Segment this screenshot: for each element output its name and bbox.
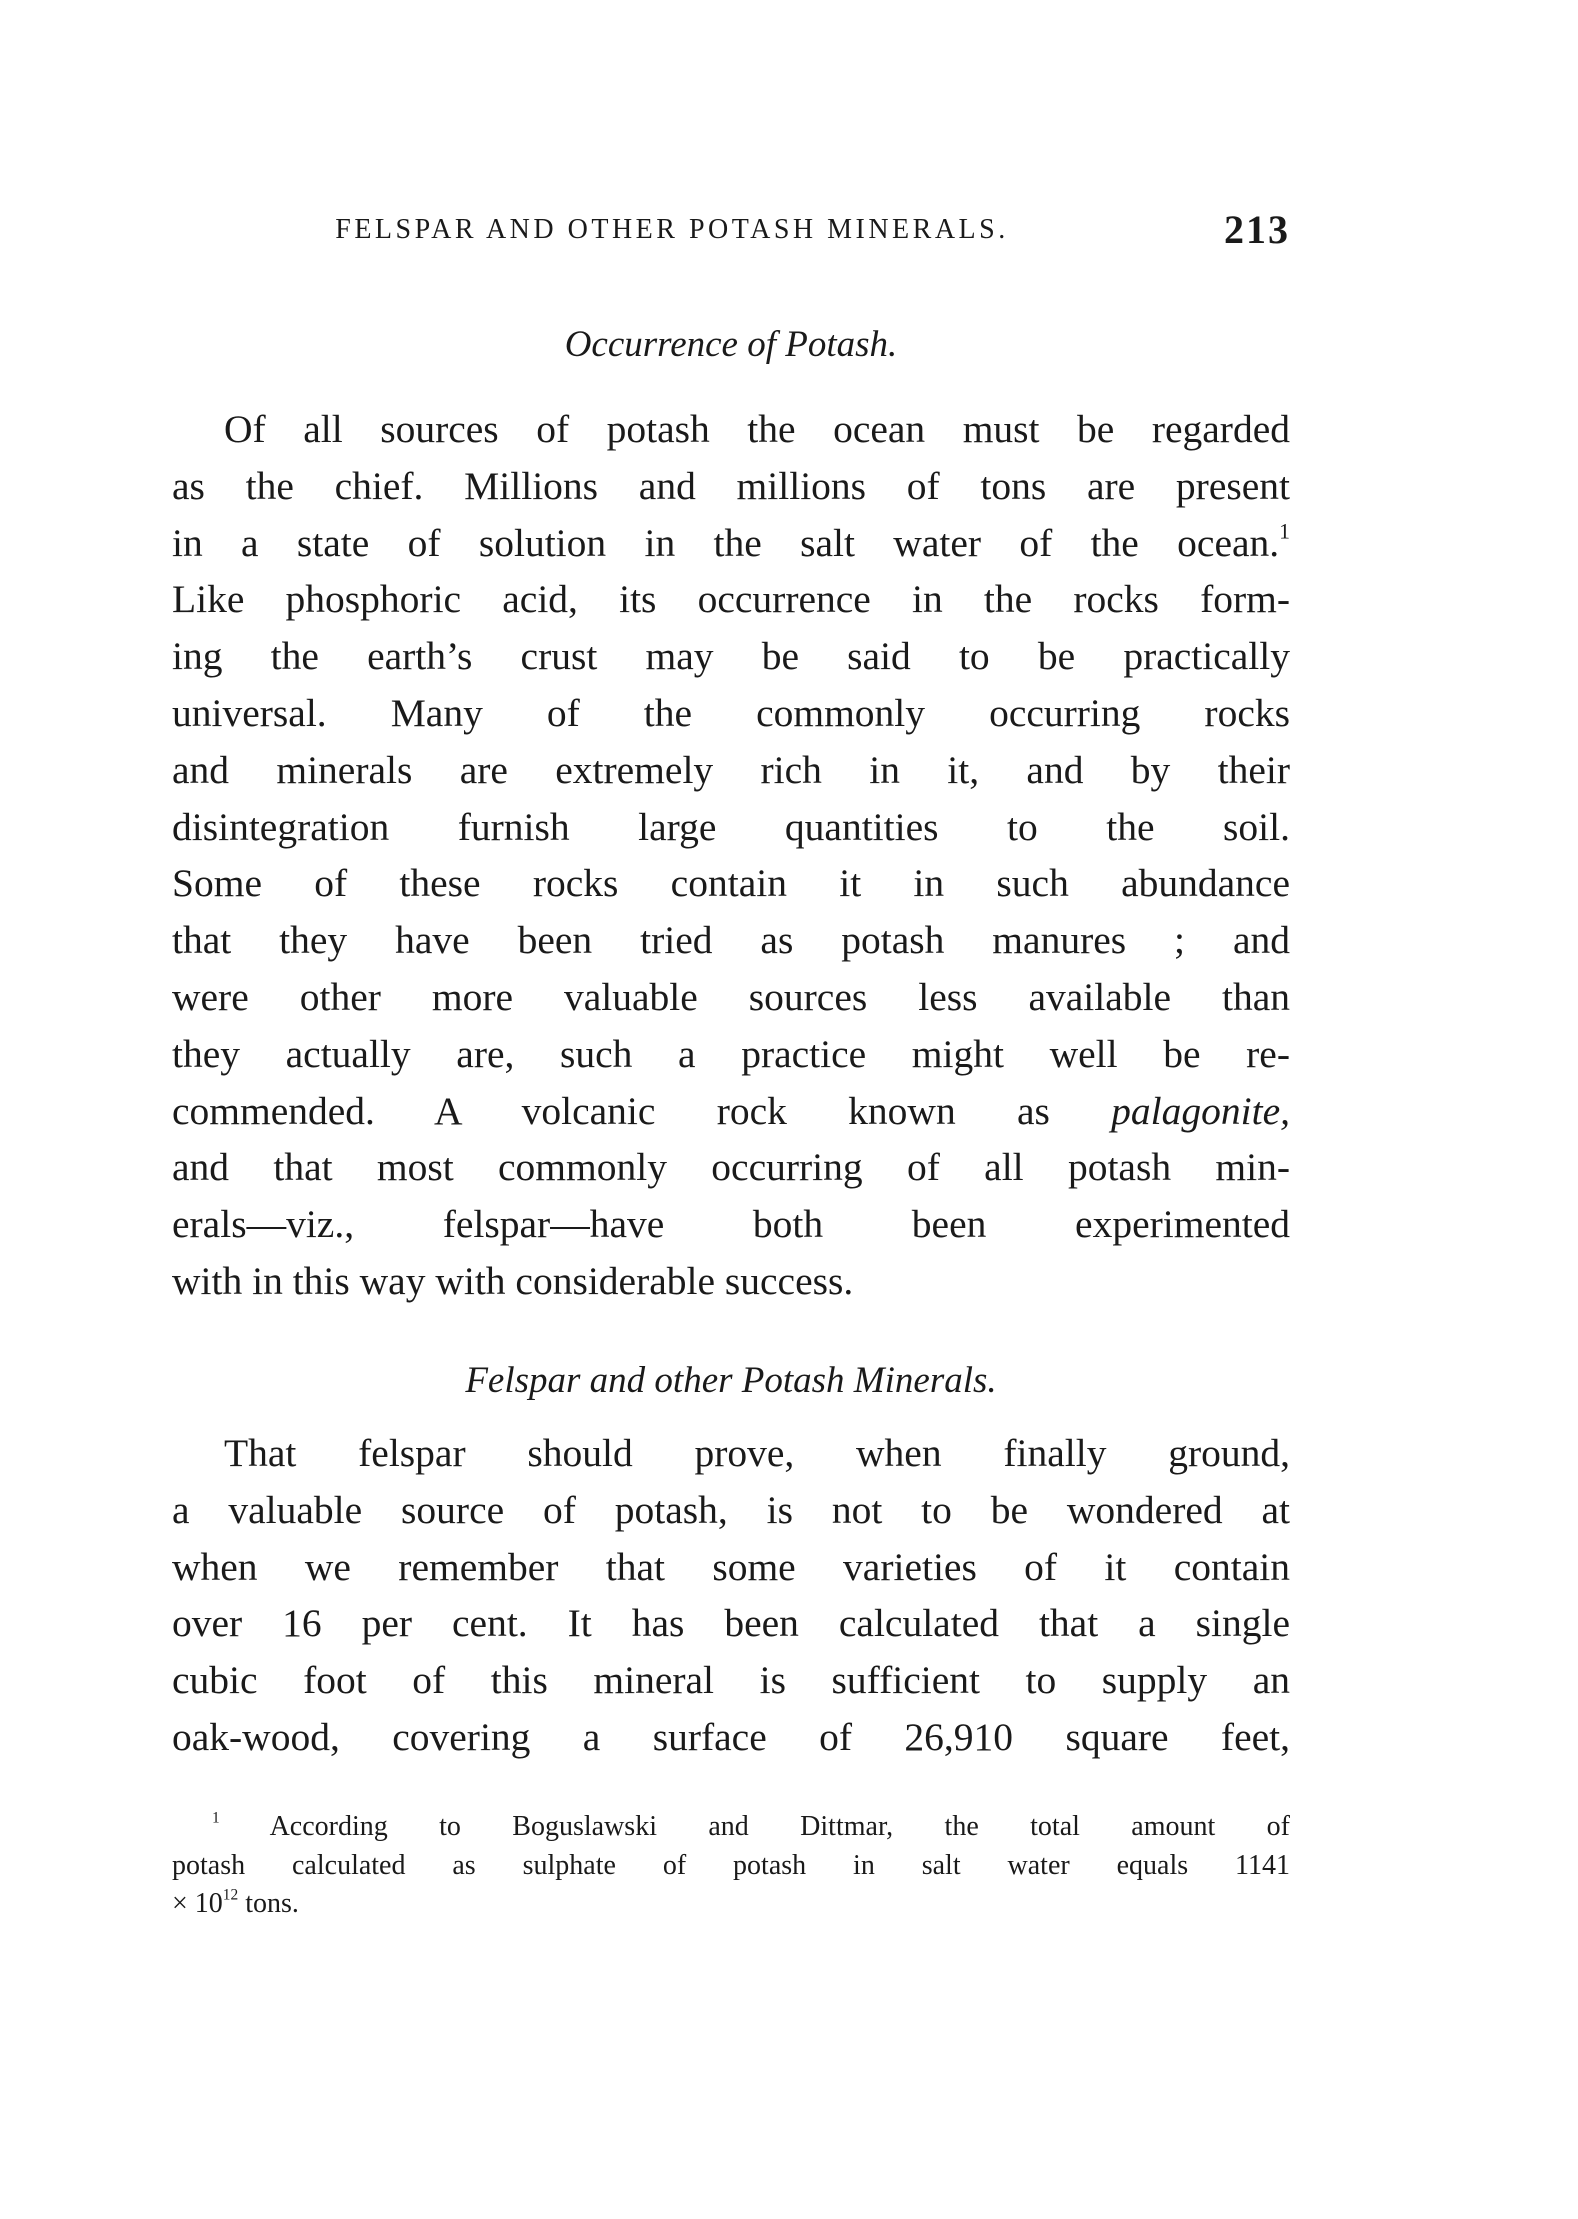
text-line: Some of these rocks contain it in such abundance (172, 861, 1290, 906)
footnote-line-content: According to Boguslawski and Dittmar, the total amount of (269, 1811, 1290, 1842)
footnote-line: potash calculated as sulphate of potash in salt water equals 1141 (172, 1849, 1290, 1881)
section-heading-occurrence: Occurrence of Potash. (564, 324, 898, 365)
text-line: ing the earth’s crust may be said to be practically (172, 634, 1290, 679)
paragraph-occurrence (172, 401, 1290, 1310)
text-line: oak-wood, covering a surface of 26,910 square feet, (172, 1714, 1290, 1759)
footnote-exponent: 12 (222, 1886, 239, 1904)
text-line: That felspar should prove, when finally ground, (224, 1431, 1290, 1475)
text-line: when we remember that some varieties of it contain (172, 1544, 1290, 1589)
text-line-content: commended. A volcanic rock known as (172, 1088, 1050, 1133)
footnote-line (172, 1885, 1290, 1924)
text-line: as the chief. Millions and millions of tons are present (172, 463, 1290, 508)
page-header (172, 206, 1290, 254)
text-line: Like phosphoric acid, its occurrence in the rocks form- (172, 577, 1290, 622)
text-line: and that most commonly occurring of all potash min- (172, 1145, 1290, 1190)
text-line (172, 515, 1290, 572)
page-number: 213 (1224, 207, 1290, 252)
text-line: they actually are, such a practice might well be re- (172, 1031, 1290, 1076)
footnote-line (172, 1808, 1290, 1847)
running-head: FELSPAR AND OTHER POTASH MINERALS. (335, 214, 1009, 245)
text-line: and minerals are extremely rich in it, and by their (172, 747, 1290, 792)
text-line: Of all sources of potash the ocean must be regarded (224, 407, 1290, 451)
text-line: disintegration furnish large quantities to the soil. (172, 804, 1290, 849)
text-line-content: in a state of solution in the salt water of the ocean. (172, 520, 1280, 565)
footnote-reference: 1 (1279, 519, 1290, 544)
text-line: erals—viz., felspar—have both been experimented (172, 1202, 1290, 1247)
text-line: were other more valuable sources less available than (172, 974, 1290, 1019)
footnote-line-content: × 10 (172, 1888, 223, 1919)
text-line: that they have been tried as potash manures ; and (172, 918, 1290, 963)
section-heading-felspar: Felspar and other Potash Minerals. (465, 1360, 997, 1401)
text-line (172, 1083, 1290, 1140)
italic-term: palagonite, (1111, 1088, 1291, 1133)
paragraph-felspar (172, 1425, 1290, 1766)
text-line: over 16 per cent. It has been calculated that a single (172, 1601, 1290, 1646)
footnote (172, 1808, 1290, 1924)
text-line: universal. Many of the commonly occurring rocks (172, 690, 1290, 735)
text-line: cubic foot of this mineral is sufficient to supply an (172, 1658, 1290, 1703)
footnote-marker: 1 (212, 1809, 220, 1827)
footnote-line-content: tons. (245, 1888, 299, 1919)
text-line: a valuable source of potash, is not to be wondered at (172, 1487, 1290, 1532)
text-line: with in this way with considerable success. (172, 1258, 854, 1303)
